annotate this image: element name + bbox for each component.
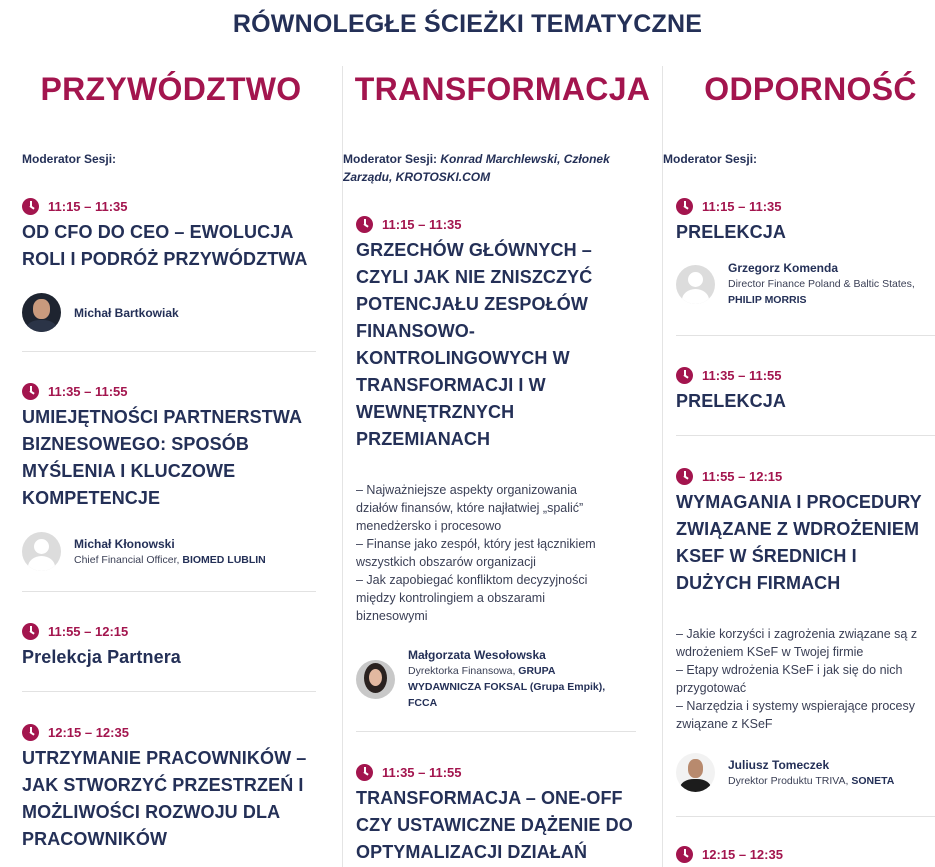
track-title: PRZYWÓDZTWO: [40, 71, 302, 107]
session-time: 11:35 – 11:55: [48, 383, 128, 399]
avatar: [356, 660, 395, 699]
bullet-item: – Narzędzia i systemy wspierające procesy związane z KSeF: [676, 699, 915, 731]
clock-icon: [22, 198, 39, 215]
session-description: [676, 625, 926, 733]
session-time: 11:15 – 11:35: [702, 198, 782, 214]
speaker: [22, 293, 316, 332]
track-title: TRANSFORMACJA: [354, 71, 651, 107]
clock-icon: [22, 383, 39, 400]
session-title[interactable]: UTRZYMANIE PRACOWNIKÓW – JAK STWORZYĆ PRZESTRZEŃ I MOŻLIWOŚCI ROZWOJU DLA PRACOWNIKÓW: [22, 748, 307, 849]
speaker: [676, 753, 935, 792]
bullet-item: – Etapy wdrożenia KSeF i jak się do nich przygotować: [676, 663, 903, 695]
avatar: [676, 753, 715, 792]
speaker-role: Chief Financial Officer, BIOMED LUBLIN: [74, 553, 266, 566]
session-time: 12:15 – 12:35: [702, 846, 783, 862]
page-title: RÓWNOLEGŁE ŚCIEŻKI TEMATYCZNE: [232, 10, 703, 38]
session-time: 11:55 – 12:15: [48, 623, 129, 639]
session-description: [356, 481, 616, 625]
session-card: [676, 196, 935, 336]
speaker: [356, 647, 636, 711]
avatar-placeholder-icon: [22, 532, 61, 571]
speaker: [676, 260, 935, 308]
speaker-role: Dyrektor Produktu TRIVA, SONETA: [728, 774, 895, 787]
clock-icon: [22, 623, 39, 640]
clock-icon: [356, 764, 373, 781]
speaker-role: Director Finance Poland & Baltic States, PHILIP MORRIS: [728, 278, 915, 306]
session-card: [676, 466, 935, 817]
clock-icon: [676, 367, 693, 384]
session-card: [22, 621, 316, 692]
session-card: [676, 365, 935, 436]
track-column-leadership: [0, 66, 342, 867]
session-time: 12:15 – 12:35: [48, 724, 129, 740]
track-title: ODPORNOŚĆ: [704, 71, 917, 107]
session-title[interactable]: TRANSFORMACJA – ONE-OFF CZY USTAWICZNE DĄŻENIE DO OPTYMALIZACJI DZIAŁAŃ: [356, 788, 633, 862]
session-card: [356, 214, 636, 732]
session-title[interactable]: WYMAGANIA I PROCEDURY ZWIĄZANE Z WDROŻENIEM KSEF W ŚREDNICH I DUŻYCH FIRMACH: [676, 492, 922, 593]
bullet-item: – Najważniejsze aspekty organizowania działów finansów, które najłatwiej „spalić” menedżersko i procesowo: [356, 483, 584, 533]
session-title[interactable]: Prelekcja Partnera: [22, 647, 181, 667]
session-time: 11:35 – 11:55: [702, 367, 782, 383]
speaker-name: Michał Kłonowski: [74, 536, 175, 551]
session-card: [676, 844, 935, 864]
speaker-name: Grzegorz Komenda: [728, 261, 839, 275]
clock-icon: [356, 216, 373, 233]
avatar-placeholder-icon: [676, 265, 715, 304]
speaker-name: Michał Bartkowiak: [74, 305, 179, 320]
speaker-name: Juliusz Tomeczek: [728, 757, 830, 772]
bullet-item: – Jak zapobiegać konfliktom decyzyjności między kontrolingiem a obszarami biznesowymi: [356, 573, 588, 623]
speaker-name: Małgorzata Wesołowska: [408, 648, 546, 662]
session-time: 11:15 – 11:35: [48, 198, 128, 214]
moderator-name: Konrad Marchlewski, Członek Zarządu, KROTOSKI.COM: [343, 152, 610, 184]
session-time: 11:55 – 12:15: [702, 468, 783, 484]
track-column-resilience: [662, 66, 935, 867]
session-title[interactable]: PRELEKCJA: [676, 222, 786, 242]
bullet-item: – Jakie korzyści i zagrożenia związane są z wdrożeniem KSeF w Twojej firmie: [676, 627, 918, 659]
moderator-label: Moderator Sesji:: [663, 152, 758, 166]
session-card: [22, 381, 316, 592]
session-card: [22, 196, 316, 352]
speaker-role: Dyrektorka Finansowa, GRUPA WYDAWNICZA FOKSAL (Grupa Empik), FCCA: [408, 665, 606, 709]
session-title[interactable]: PRELEKCJA: [676, 391, 786, 411]
clock-icon: [676, 846, 693, 863]
speaker: [22, 532, 316, 571]
bullet-item: – Finanse jako zespół, który jest łącznikiem wszystkich obszarów organizacji: [356, 537, 596, 569]
clock-icon: [676, 468, 693, 485]
moderator-label: Moderator Sesji:: [22, 152, 117, 166]
session-card: [356, 762, 636, 866]
session-title[interactable]: GRZECHÓW GŁÓWNYCH – CZYLI JAK NIE ZNISZCZYĆ POTENCJAŁU ZESPOŁÓW FINANSOWO-KONTROLINGOWYCH W TRANSFORMACJI I W WEWNĘTRZNYCH PRZEMIANACH: [356, 240, 593, 449]
clock-icon: [676, 198, 693, 215]
session-time: 11:15 – 11:35: [382, 216, 462, 232]
track-column-transformation: [342, 66, 662, 867]
session-title[interactable]: UMIEJĘTNOŚCI PARTNERSTWA BIZNESOWEGO: SPOSÓB MYŚLENIA I KLUCZOWE KOMPETENCJE: [22, 407, 302, 508]
avatar: [22, 293, 61, 332]
moderator-label: Moderator Sesji: Konrad Marchlewski, Członek Zarządu, KROTOSKI.COM: [343, 152, 610, 184]
session-card: [22, 722, 316, 853]
session-time: 11:35 – 11:55: [382, 764, 462, 780]
clock-icon: [22, 724, 39, 741]
session-title[interactable]: OD CFO DO CEO – EWOLUCJA ROLI I PODRÓŻ PRZYWÓDZTWA: [22, 222, 308, 269]
